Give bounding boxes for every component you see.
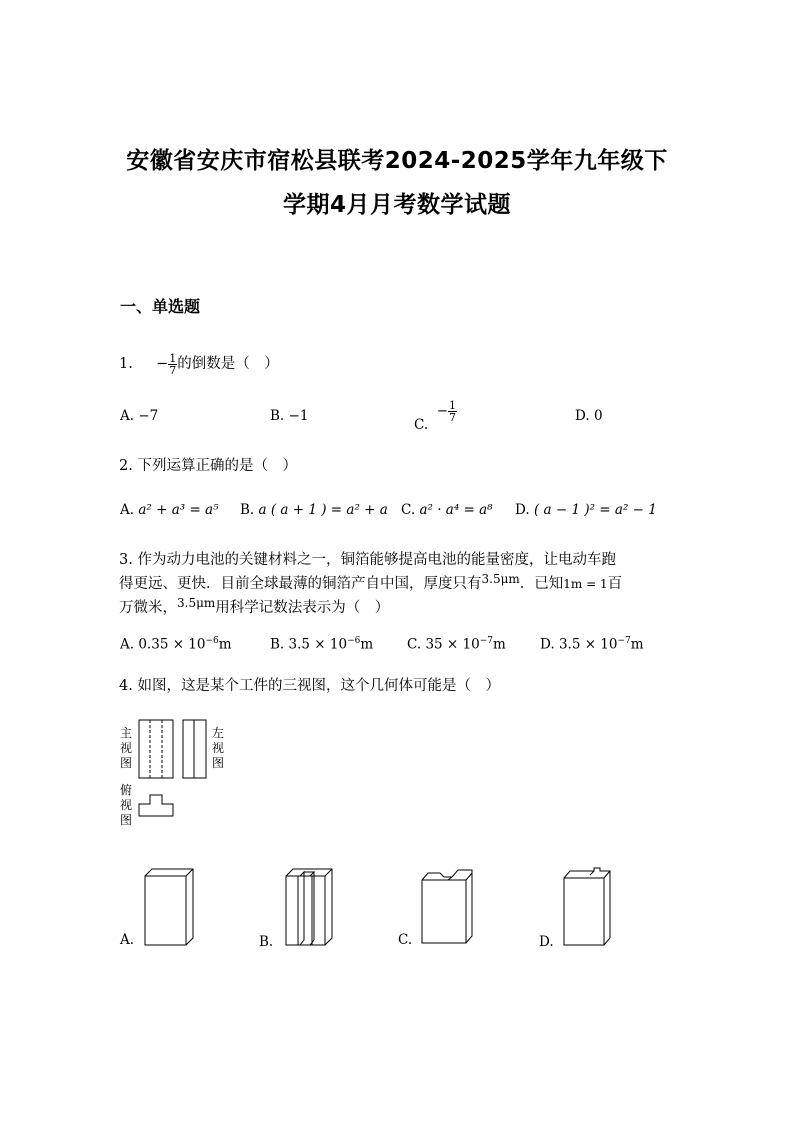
front-view-label: 主视图 [120, 726, 133, 770]
fraction: $\frac{1}{7}$ [169, 351, 177, 377]
option-3d: D. $3.5 \times 10^{-7}m$ [540, 636, 644, 653]
option-1b: B. −1 [270, 408, 309, 424]
option-1d: D. 0 [575, 408, 603, 424]
left-view-label: 左视图 [212, 726, 225, 770]
question-3-line-1: 3. 作为动力电池的关键材料之一，铜箔能够提高电池的能量密度，让电动车跑 [119, 552, 616, 568]
title-line-1: 安徽省安庆市宿松县联考2024-2025学年九年级下 [126, 148, 668, 174]
top-view [139, 795, 173, 816]
solid-d [564, 868, 610, 945]
option-3c: C. $35 \times 10^{-7}m$ [407, 636, 506, 653]
solid-a [145, 869, 193, 945]
solid-c [422, 870, 472, 943]
option-1c: C. − $\frac{1}{7}$ [414, 399, 457, 433]
option-2c: C. a² · a⁴ = a⁸ [401, 502, 493, 518]
option-4a: A. [120, 932, 135, 948]
solid-b [286, 869, 332, 945]
question-4: 4. 如图，这是某个工件的三视图，这个几何体可能是（ ） [119, 678, 500, 694]
option-1a: A. −7 [120, 408, 159, 424]
option-3b: B. $3.5 \times 10^{-6}m$ [270, 636, 374, 653]
option-2a: A. a² + a³ = a⁵ [120, 502, 219, 518]
option-3a: A. $0.35 \times 10^{-6}m$ [120, 636, 232, 653]
question-text: 的倒数是（ ） [177, 356, 279, 372]
front-view [139, 720, 173, 778]
left-view [183, 720, 206, 778]
top-view-label: 俯视图 [120, 783, 133, 827]
title-line-2: 学期4月月考数学试题 [282, 192, 511, 218]
option-2b: B. a ( a + 1 ) = a² + a [240, 502, 388, 518]
option-4d: D. [539, 934, 554, 950]
option-4c: C. [398, 932, 413, 948]
option-2d: D. ( a − 1 )² = a² − 1 [515, 502, 657, 518]
option-4b: B. [259, 934, 274, 950]
question-3-line-3: 万微米，$^{3.5\mu m}$用科学记数法表示为（ ） [119, 596, 390, 616]
question-3-line-2: 得更远、更快．目前全球最薄的铜箔产自中国，厚度只有$^{3.5\mu m}$．已知1m = 1百 [119, 572, 623, 592]
question-number: 1. [119, 356, 133, 372]
question-2: 2. 下列运算正确的是（ ） [119, 458, 297, 474]
question-1: 1. − $\frac{1}{7}$ 的倒数是（ ） [119, 351, 279, 377]
section-heading: 一、单选题 [120, 297, 201, 316]
